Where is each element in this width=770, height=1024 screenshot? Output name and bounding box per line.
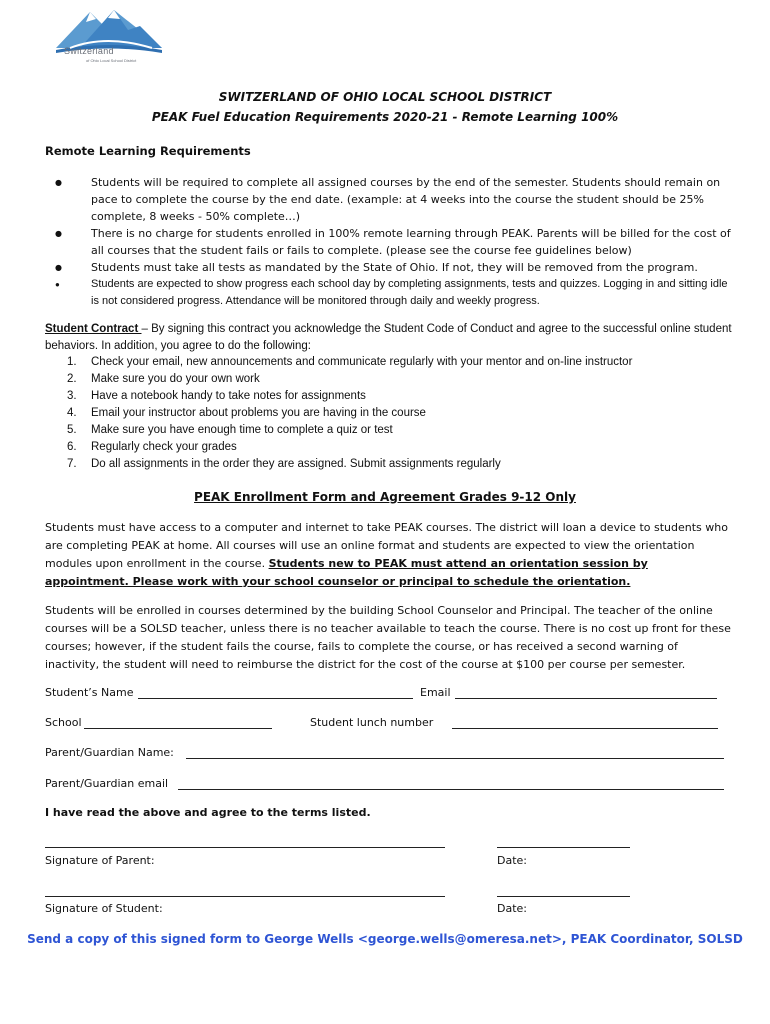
student-contract-label: Student Contract: [45, 323, 142, 335]
step-number: 3.: [67, 390, 77, 402]
email-label: Email: [420, 686, 451, 699]
submission-instructions: Send a copy of this signed form to George Wells <george.wells@omeresa.net>, PEAK Coordinator, SOLSD: [27, 932, 743, 946]
step-number: 4.: [67, 407, 77, 419]
lunch-number-label: Student lunch number: [310, 716, 434, 729]
student-signature-line[interactable]: [45, 896, 445, 897]
list-item: [45, 354, 735, 371]
step-text: Regularly check your grades: [91, 441, 237, 453]
email-input[interactable]: [455, 698, 717, 699]
document-subtitle: PEAK Fuel Education Requirements 2020-21 - Remote Learning 100%: [151, 110, 619, 124]
step-text: Have a notebook handy to take notes for assignments: [91, 390, 366, 402]
step-text: Check your email, new announcements and communicate regularly with your mentor and on-line instructor: [91, 356, 633, 368]
document-title: SWITZERLAND OF OHIO LOCAL SCHOOL DISTRICT: [218, 90, 552, 104]
step-number: 7.: [67, 458, 77, 470]
parent-signature-line[interactable]: [45, 847, 445, 848]
enrollment-paragraph-2: Students will be enrolled in courses determined by the building School Counselor and Principal. The teacher of the online courses will be a SOLSD teacher, unless there is no teacher available to teach the course. There is no cost up front for these courses; however, if the student fails the course, fails to complete the course, or has received a second warning of inactivity, the student will need to reimburse the district for the cost of the course at $100 per course per semester.: [45, 604, 731, 671]
logo-subtitle: of Ohio Local School District: [86, 58, 137, 63]
step-number: 2.: [67, 373, 77, 385]
enrollment-heading: PEAK Enrollment Form and Agreement Grades 9-12 Only: [194, 490, 576, 504]
student-name-input[interactable]: [138, 698, 413, 699]
step-text: Email your instructor about problems you are having in the course: [91, 407, 426, 419]
parent-email-label: Parent/Guardian email: [45, 777, 169, 790]
step-number: 1.: [67, 356, 77, 368]
list-item: ● There is no charge for students enrolled in 100% remote learning through PEAK. Parents will be billed for the cost of all courses that the student fails or fails to complete. (please see the course fee guidelines below): [45, 225, 735, 259]
lunch-number-input[interactable]: [452, 728, 718, 729]
list-item: ● Students must take all tests as mandated by the State of Ohio. If not, they will be removed from the program.: [45, 259, 735, 276]
list-item: ● Students will be required to complete all assigned courses by the end of the semester. Students should remain on pace to complete the course by the end date. (example: at 4 weeks into the course the student should be 25% complete, 8 weeks - 50% complete…): [45, 174, 735, 225]
school-input[interactable]: [84, 728, 272, 729]
list-item: [45, 439, 735, 456]
parent-name-label: Parent/Guardian Name:: [45, 746, 174, 759]
step-number: 5.: [67, 424, 77, 436]
orientation-notice: Students new to PEAK must attend an orientation session by appointment. Please work with your school counselor or principal to schedule the orientation.: [45, 557, 648, 588]
parent-email-input[interactable]: [178, 789, 724, 790]
enrollment-text: Students must have access to a computer and internet to take PEAK courses. The district will loan a device to students who are completing PEAK at home. All courses will use an online format and students are expected to view the orientation modules upon enrollment in the course.: [45, 521, 728, 570]
student-date-line[interactable]: [497, 896, 630, 897]
parent-date-label: Date:: [497, 854, 527, 867]
list-item: [45, 405, 735, 422]
requirements-list: [45, 174, 735, 310]
student-date-label: Date:: [497, 902, 527, 915]
list-item: [45, 371, 735, 388]
remote-requirements-heading: Remote Learning Requirements: [45, 144, 251, 158]
list-item: [45, 388, 735, 405]
school-label: School: [45, 716, 82, 729]
list-item: [45, 456, 735, 473]
step-text: Make sure you have enough time to complete a quiz or test: [91, 424, 393, 436]
student-contract-paragraph: [45, 321, 735, 355]
step-text: Do all assignments in the order they are assigned. Submit assignments regularly: [91, 458, 501, 470]
contract-steps-list: [45, 354, 735, 473]
enrollment-paragraph-1: [45, 519, 735, 591]
student-contract-text: – By signing this contract you acknowledge the Student Code of Conduct and agree to the successful online student behaviors. In addition, you agree to do the following:: [45, 323, 732, 352]
step-text: Make sure you do your own work: [91, 373, 260, 385]
student-name-label: Student’s Name: [45, 686, 134, 699]
logo-name: Switzerland: [64, 46, 114, 56]
student-signature-label: Signature of Student:: [45, 902, 163, 915]
parent-date-line[interactable]: [497, 847, 630, 848]
list-item: ● Students are expected to show progress each school day by completing assignments, tests and quizzes. Logging in and sitting idle is not considered progress. Attendance will be monitored through daily and weekly progress.: [45, 276, 735, 310]
parent-signature-label: Signature of Parent:: [45, 854, 155, 867]
step-number: 6.: [67, 441, 77, 453]
parent-name-input[interactable]: [186, 758, 724, 759]
agreement-statement: I have read the above and agree to the terms listed.: [45, 806, 371, 819]
list-item: [45, 422, 735, 439]
